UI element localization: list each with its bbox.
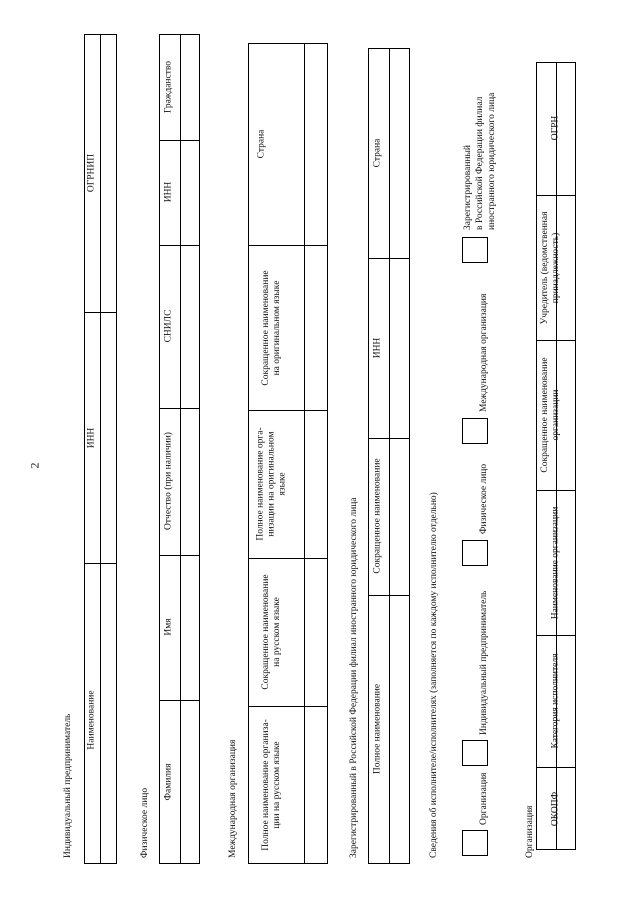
mo-header-country: Страна: [256, 129, 267, 159]
mo-header-short-orig: Сокращенное наименование на оригинальном языке: [261, 270, 282, 386]
mo-header-full-ru: Полное наименование организа- ции на русском языке: [261, 719, 282, 851]
fl-header-snils: СНИЛС: [163, 309, 174, 343]
ip-header-name: Наименование: [86, 690, 97, 750]
fl-header-citizenship: Гражданство: [163, 60, 174, 114]
fl-checkbox[interactable]: [462, 540, 488, 566]
page-number: 2: [27, 462, 42, 469]
fl-section-title: Физическое лицо: [140, 787, 150, 858]
org-section-title: Организация: [525, 805, 535, 858]
org-option-label: Организация: [479, 772, 489, 825]
fl-header-name: Имя: [163, 618, 174, 636]
org-header-ogrn: ОГРН: [550, 115, 561, 141]
filial-header-country: Страна: [372, 138, 383, 168]
filial-section-title: Зарегистрированный в Российской Федерации филиал иностранного юридического лица: [349, 497, 359, 858]
fl-header-inn: ИНН: [163, 181, 174, 203]
filial-option-line2: в Российской Федерации филиал: [475, 96, 485, 230]
ip-option-label: Индивидуальный предприниматель: [479, 590, 489, 735]
fl-option-label: Физическое лицо: [479, 463, 489, 534]
org-header-category: Категория исполнителя: [550, 653, 561, 749]
ip-checkbox[interactable]: [462, 740, 488, 766]
org-header-short-name: Сокращенное наименование организации: [540, 357, 561, 473]
mo-header-full-orig: Полное наименование орга- низации на оригинальном языке: [255, 427, 288, 541]
filial-header-inn: ИНН: [372, 337, 383, 359]
ip-header-ogrnip: ОГРНИП: [86, 153, 97, 193]
filial-option-line3: иностранного юридического лица: [487, 92, 497, 230]
ip-section-title: Индивидуальный предприниматель: [63, 713, 73, 858]
org-checkbox[interactable]: [462, 830, 488, 856]
filial-option-line1: Зарегистрированный: [463, 145, 473, 230]
ip-header-inn: ИНН: [86, 427, 97, 449]
mo-checkbox[interactable]: [462, 418, 488, 444]
org-header-name: Наименование организации: [550, 506, 561, 620]
fl-header-patronymic: Отчество (при наличии): [163, 432, 174, 530]
org-header-founder: Учредитель (ведомственная принадлежность): [540, 211, 561, 325]
filial-checkbox[interactable]: [462, 237, 488, 263]
mo-option-label: Международная организация: [479, 293, 489, 412]
filial-header-short: Сокращенное наименование: [372, 458, 383, 574]
mo-header-short-ru: Сокращенное наименование на русском языке: [261, 574, 282, 690]
executors-title: Сведения об исполнителе/исполнителях (заполняется по каждому исполнителю отдельно): [429, 492, 439, 858]
filial-header-full: Полное наименование: [372, 683, 383, 775]
fl-header-surname: Фамилия: [163, 763, 174, 801]
mo-section-title: Международная организация: [228, 739, 238, 858]
org-header-okopf: ОКОПФ: [550, 791, 561, 827]
